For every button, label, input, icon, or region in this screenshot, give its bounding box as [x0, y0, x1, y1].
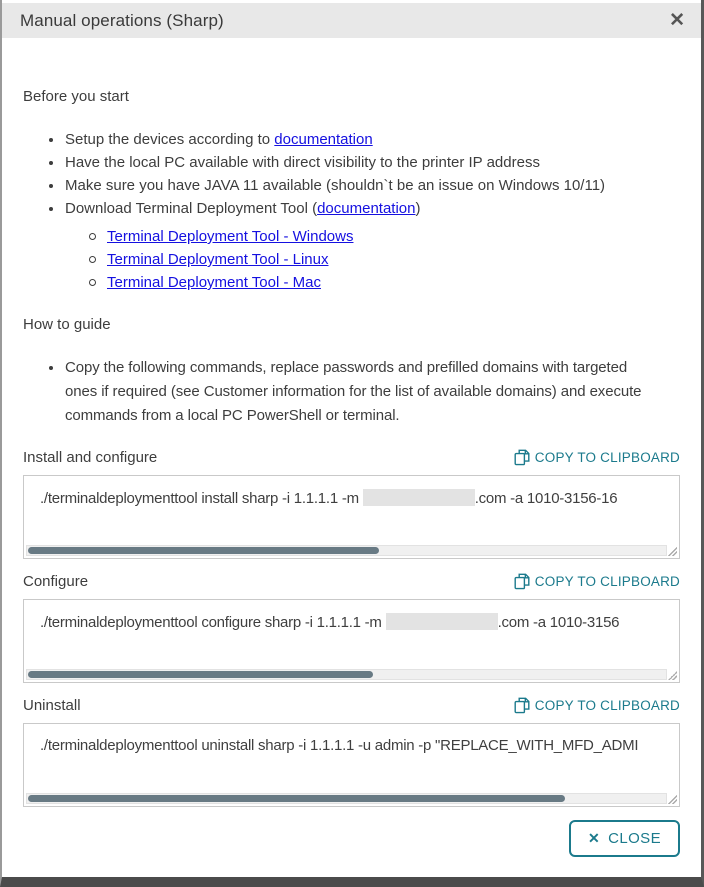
resize-grip[interactable]: [668, 669, 677, 680]
list-item: Make sure you have JAVA 11 available (shouldn`t be an issue on Windows 10/11): [43, 174, 680, 197]
install-command-textarea[interactable]: [23, 475, 680, 559]
close-icon[interactable]: ✕: [669, 10, 685, 31]
horizontal-scrollbar[interactable]: [26, 545, 667, 556]
before-you-start-list: [23, 128, 680, 220]
bullet-text: Download Terminal Deployment Tool (: [65, 200, 318, 217]
list-item: [43, 356, 680, 428]
tdt-windows-link[interactable]: Terminal Deployment Tool - Windows: [107, 228, 354, 245]
howto-text-line: Copy the following commands, replace passwords and prefilled domains with targeted: [65, 359, 628, 376]
close-button-label: CLOSE: [608, 830, 661, 847]
scrollbar-thumb[interactable]: [28, 671, 373, 678]
install-label: Install and configure: [23, 449, 158, 466]
scrollbar-thumb[interactable]: [28, 547, 379, 554]
command-text: ./terminaldeploymenttool uninstall sharp -i 1.1.1.1 -u admin -p "REPLACE_WITH_MFD_ADMI: [40, 737, 639, 754]
copy-button-label: COPY TO CLIPBOARD: [534, 698, 680, 713]
before-you-start-heading: Before you start: [23, 88, 129, 105]
documentation-link[interactable]: documentation: [274, 131, 373, 148]
redacted-domain-block: [363, 489, 475, 506]
install-copy-to-clipboard-button[interactable]: [514, 449, 680, 466]
copy-button-label: COPY TO CLIPBOARD: [534, 450, 680, 465]
resize-grip[interactable]: [668, 793, 677, 804]
redacted-domain-block: [386, 613, 498, 630]
horizontal-scrollbar[interactable]: [26, 669, 667, 680]
list-item: [85, 248, 680, 271]
scrollbar-thumb[interactable]: [28, 795, 565, 802]
how-to-guide-list: [23, 356, 680, 428]
uninstall-section-header: [23, 697, 680, 714]
copy-button-label: COPY TO CLIPBOARD: [534, 574, 680, 589]
uninstall-copy-to-clipboard-button[interactable]: [514, 697, 680, 714]
tdt-download-list: [23, 225, 680, 294]
copy-icon: [514, 449, 530, 466]
modal-footer: [2, 820, 701, 857]
close-x-icon: ✕: [588, 830, 601, 846]
modal-content: [2, 88, 701, 807]
list-item: [43, 128, 680, 151]
list-item: Have the local PC available with direct visibility to the printer IP address: [43, 151, 680, 174]
list-item: [85, 225, 680, 248]
copy-icon: [514, 573, 530, 590]
resize-grip[interactable]: [668, 545, 677, 556]
tdt-linux-link[interactable]: Terminal Deployment Tool - Linux: [107, 251, 329, 268]
configure-section-header: [23, 573, 680, 590]
horizontal-scrollbar[interactable]: [26, 793, 667, 804]
modal-title: Manual operations (Sharp): [20, 10, 224, 30]
how-to-guide-heading: How to guide: [23, 316, 111, 333]
bullet-text: Setup the devices according to: [65, 131, 275, 148]
uninstall-label: Uninstall: [23, 697, 81, 714]
howto-text-line: commands from a local PC PowerShell or terminal.: [65, 407, 400, 424]
copy-icon: [514, 697, 530, 714]
howto-text-line: ones if required (see Customer information for the list of available domains) and execute: [65, 383, 642, 400]
close-button[interactable]: [569, 820, 680, 857]
uninstall-command-textarea[interactable]: [23, 723, 680, 807]
command-text: .com -a 1010-3156: [497, 614, 620, 631]
bullet-text: ): [415, 200, 421, 217]
list-item: [43, 197, 680, 220]
configure-copy-to-clipboard-button[interactable]: [514, 573, 680, 590]
list-item: [85, 271, 680, 294]
command-text: ./terminaldeploymenttool configure sharp -i 1.1.1.1 -m: [40, 614, 386, 631]
command-text: .com -a 1010-3156-16: [474, 490, 618, 507]
configure-command-textarea[interactable]: [23, 599, 680, 683]
manual-operations-dialog: [2, 3, 701, 880]
tdt-mac-link[interactable]: Terminal Deployment Tool - Mac: [107, 274, 321, 291]
tdt-documentation-link[interactable]: documentation: [317, 200, 416, 217]
configure-label: Configure: [23, 573, 89, 590]
install-section-header: [23, 449, 680, 466]
command-text: ./terminaldeploymenttool install sharp -i 1.1.1.1 -m: [40, 490, 363, 507]
modal-header: [2, 3, 701, 38]
